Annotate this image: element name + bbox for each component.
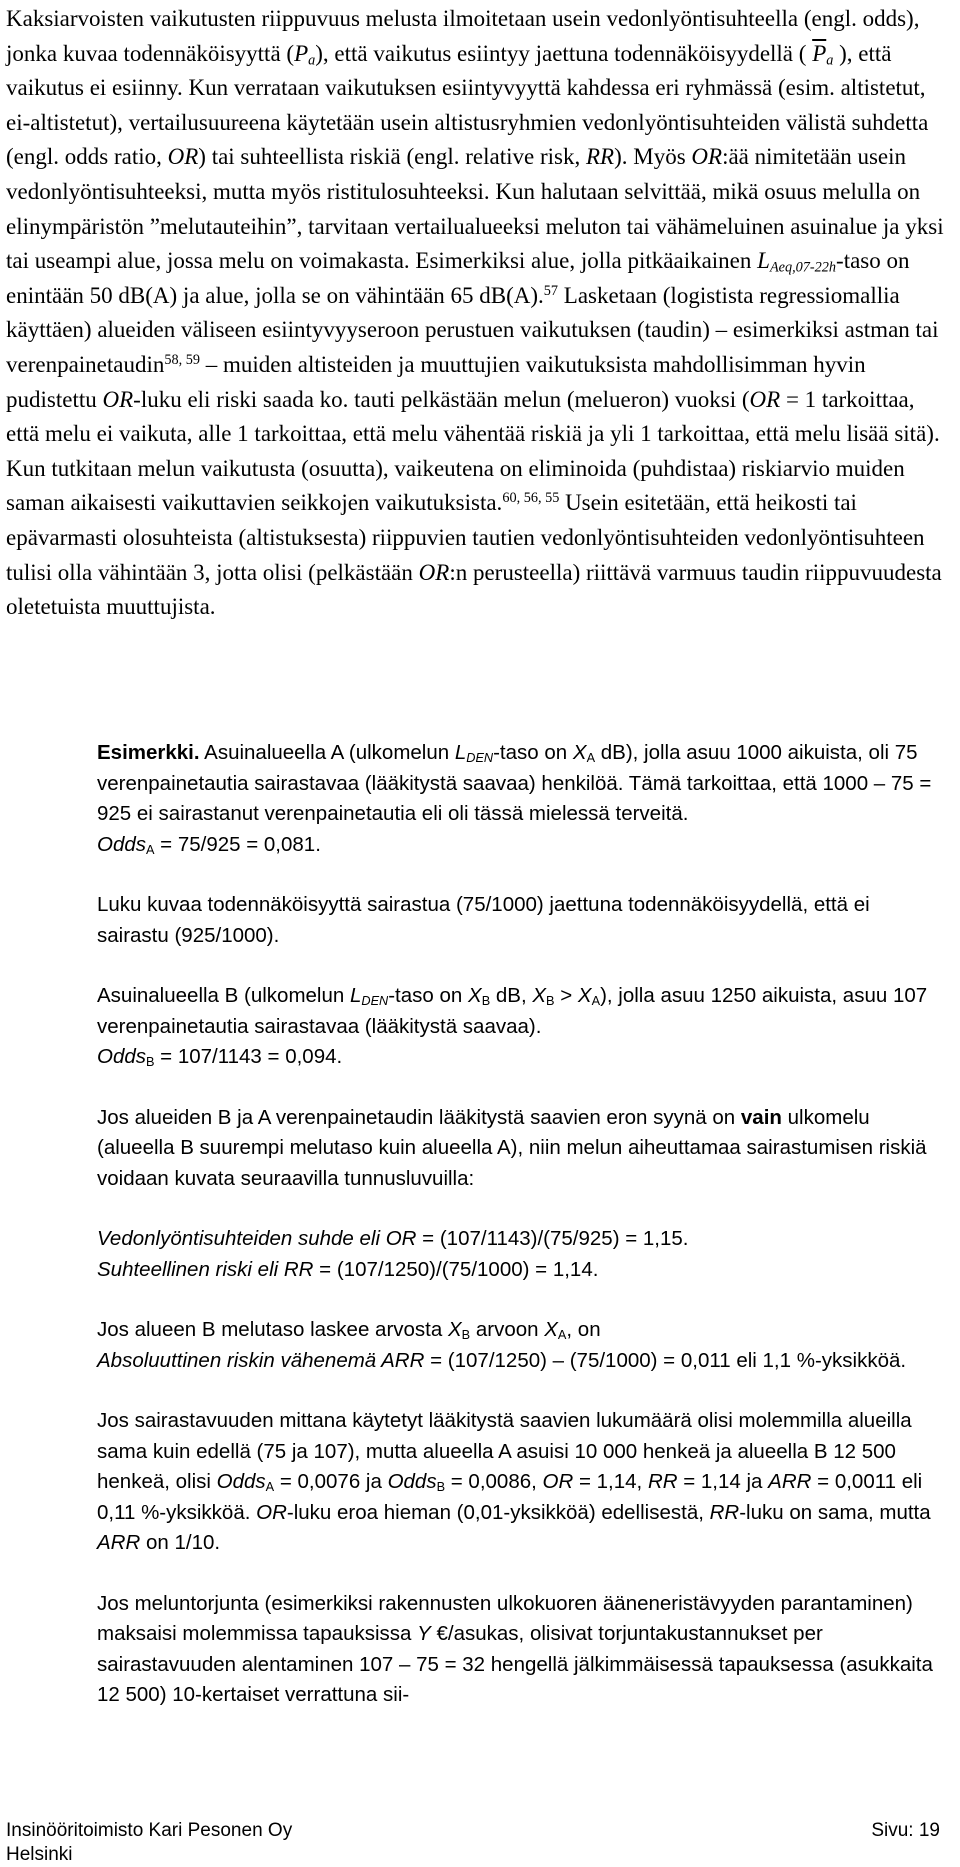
text-run: dB, <box>490 984 533 1007</box>
subscript: B <box>461 1327 471 1343</box>
subscript: A <box>557 1327 567 1343</box>
text-run: Jos sairastavuuden mittana käytetyt lääkitystä saavien lukumäärä olisi molemmilla alueilla sama kuin edellä (75 ja 107), mutta alueella A asuisi 10 000 henkeä ja alueella B 12 500 henkeä, olisi <box>97 1409 912 1493</box>
subscript: B <box>436 1479 446 1495</box>
text-run: on 1/10. <box>140 1531 221 1554</box>
text-run: = (107/1143)/(75/925) = 1,15. <box>416 1227 689 1250</box>
text-run: dB), jolla asuu 1000 aikuista, oli 75 verenpainetautia sairastavaa (lääkitystä saavaa) henkilöä. Tämä tarkoittaa, että 1000 – 75 = 925 ei sairastanut verenpainetautia eli oli tässä mielessä terveitä. <box>97 741 932 825</box>
text-run-italic: RR <box>585 144 615 170</box>
example-paragraph-6 <box>97 1315 937 1376</box>
text-run: ulkomelu (alueella B suurempi melutaso kuin alueella A), niin melun aiheuttamaa sairastumisen riskiä voidaan kuvata seuraavilla tunnusluvuilla: <box>97 1105 927 1190</box>
text-run: Kaksiarvoisten vaikutusten riippuvuus melusta ilmoitetaan usein vedonlyöntisuhteella (engl. odds), jonka kuvaa todennäköisyyttä ( <box>6 6 920 66</box>
reference-superscript: 60, 56, 55 <box>502 490 560 507</box>
text-run-italic: Absoluuttinen riskin vähenemä ARR <box>97 1348 425 1372</box>
text-run-italic: X <box>577 984 592 1007</box>
text-run: Asuinalueella B (ulkomelun <box>97 984 350 1007</box>
text-run: -luku eli riski saada ko. tauti pelkästään melun (melueron) vuoksi ( <box>133 386 750 412</box>
text-run: = 1,14, <box>573 1470 648 1493</box>
text-run: Lasketaan (logistista regressiomallia käyttäen) alueiden väliseen esiintyvyyseroon perustuen vaikutuksen (taudin) – esimerkiksi astman tai verenpainetaudin <box>6 282 939 377</box>
page-footer <box>6 1819 946 1867</box>
text-run: > <box>554 984 578 1007</box>
text-run-italic: RR <box>709 1500 740 1524</box>
example-paragraph-8 <box>97 1589 937 1711</box>
text-run-italic: Suhteellinen riski eli RR <box>97 1257 314 1281</box>
text-run-italic: ARR <box>97 1531 141 1554</box>
example-paragraph-1 <box>97 738 937 860</box>
text-run-italic: OR <box>256 1500 287 1524</box>
text-run: :ää nimitetään usein vedonlyöntisuhteeksi, mutta myös ristitulosuhteeksi. Kun halutaan selvittää, mikä osuus melulla on elinympäristön ”melutauteihin”, tarvitaan vertailualueeksi meluton tai vähämeluinen asuinalue ja yksi tai useampi alue, jossa melu on voimakasta. Esimerkiksi alue, jolla pitkäaikainen <box>6 144 944 274</box>
subscript: a <box>308 52 316 69</box>
text-run: ). Myös <box>614 144 692 170</box>
text-run-italic: OR <box>691 144 723 170</box>
text-run: -taso on enintään 50 dB(A) ja alue, jolla se on vähintään 65 dB(A). <box>6 248 910 308</box>
text-run-italic: OR <box>749 386 781 412</box>
text-run-italic: L <box>757 248 770 274</box>
text-run-italic: Odds <box>387 1470 437 1493</box>
text-run-bold: vain <box>740 1105 782 1129</box>
text-run: = (107/1250) – (75/1000) = 0,011 eli 1,1 %-yksikköä. <box>424 1348 907 1372</box>
text-run-italic: Vedonlyöntisuhteiden suhde eli OR <box>97 1227 417 1250</box>
text-run: €/asukas, olisivat torjuntakustannukset per sairastavuuden alentaminen 107 – 75 = 32 hengellä jälkimmäisessä tapauksessa (asukkaita 12 500) 10-kertaiset verrattuna sii- <box>97 1622 933 1706</box>
example-paragraph-4 <box>97 1103 937 1195</box>
text-run-italic: X <box>447 1318 462 1341</box>
text-run: – muiden altisteiden ja muuttujien vaikutuksista mahdollisimman hyvin pudistettu <box>6 351 866 412</box>
text-run: ), jolla asuu 1250 aikuista, asuu 107 verenpainetautia sairastavaa (lääkitystä saavaa). <box>97 984 928 1038</box>
text-run: -luku on sama, mutta <box>739 1500 931 1524</box>
text-run: Jos alueiden B ja A verenpainetaudin lääkitystä saavien eron syynä on <box>97 1105 741 1129</box>
text-run: = 107/1143 = 0,094. <box>154 1045 343 1068</box>
text-run: Jos meluntorjunta (esimerkiksi rakennusten ulkokuoren ääneneristävyyden parantaminen) maksaisi molemmissa tapauksissa <box>97 1591 913 1645</box>
text-run: Asuinalueella A (ulkomelun <box>199 741 455 764</box>
example-paragraph-2 <box>97 890 937 951</box>
text-run: ), että vaikutus ei esiinny. Kun verrataan vaikutuksen esiintyvyyttä kahdessa eri ryhmässä (esim. altistetut, ei-altistetut), vertailusuureena käytetään usein altistusryhmien vedonlyöntisuhteiden välistä suhdetta (engl. odds ratio, <box>6 40 929 170</box>
subscript: B <box>546 993 555 1009</box>
text-run: = 0,0011 eli 0,11 %-yksikköä. <box>97 1470 923 1524</box>
text-run: Jos alueen B melutaso laskee arvosta <box>97 1318 448 1341</box>
text-run-italic: OR <box>102 386 134 412</box>
text-run-italic: Odds <box>216 1470 266 1493</box>
text-run: -taso on <box>388 984 468 1007</box>
text-run-italic-overline: $\overline{P}$ <box>812 40 827 66</box>
reference-superscript: 57 <box>543 282 559 299</box>
subscript: A <box>265 1479 275 1495</box>
body-paragraph <box>6 2 952 625</box>
text-run-italic: ARR <box>768 1470 812 1493</box>
text-run-italic: X <box>544 1318 558 1341</box>
example-paragraph-3 <box>97 981 937 1073</box>
page-number: Sivu: 19 <box>871 1820 940 1841</box>
text-run-italic: L <box>349 984 362 1007</box>
text-run: Luku kuvaa todennäköisyyttä sairastua (75/1000) jaettuna todennäköisyydellä, että ei sairastu (925/1000). <box>97 893 870 947</box>
example-box <box>97 738 937 1711</box>
text-run-italic: Y <box>417 1622 431 1645</box>
text-run: -taso on <box>493 741 573 764</box>
text-run-italic: OR <box>418 559 450 585</box>
text-run-italic: X <box>572 741 587 764</box>
subscript: A <box>586 750 596 766</box>
text-run-italic: Odds <box>97 1045 146 1068</box>
subscript: B <box>481 993 491 1009</box>
subscript: A <box>146 841 155 857</box>
subscript: A <box>591 993 601 1009</box>
subscript: a <box>826 52 834 69</box>
reference-superscript: 58, 59 <box>164 352 200 369</box>
text-run-italic: P <box>294 40 309 66</box>
text-run-italic: RR <box>647 1470 678 1493</box>
text-run: = 0,0086, <box>445 1470 543 1493</box>
text-run: = 1 tarkoittaa, että melu ei vaikuta, alle 1 tarkoittaa, että melu vähentää riskiä ja yli 1 tarkoittaa, että melu lisää sitä). Kun tutkitaan melun vaikutusta (osuutta), vaikeutena on eliminoida (puhdistaa) riskiarvio muiden saman aikaisesti vaikuttavien seikkojen vaikutuksista. <box>6 386 940 516</box>
text-run: = 0,0076 ja <box>274 1470 388 1493</box>
example-paragraph-7 <box>97 1406 937 1559</box>
text-run-italic: OR <box>542 1470 574 1493</box>
footer-city: Helsinki <box>6 1844 73 1865</box>
subscript: DEN <box>466 750 494 766</box>
subscript: DEN <box>361 993 389 1009</box>
text-run: = 75/925 = 0,081. <box>154 832 321 856</box>
example-heading: Esimerkki. <box>97 741 200 764</box>
text-run: ), että vaikutus esiintyy jaettuna todennäköisyydellä ( <box>315 40 813 66</box>
text-run-italic: X <box>468 984 482 1007</box>
text-run: ) tai suhteellista riskiä (engl. relative risk, <box>198 144 586 170</box>
text-run: Usein esitetään, että heikosti tai epävarmasti olosuhteista (altistuksesta) riippuvien tautien vedonlyöntisuhteiden vedonlyöntisuhteen tulisi olla vähintään 3, jotta olisi (pelkästään <box>6 490 925 585</box>
example-paragraph-5 <box>97 1224 937 1285</box>
text-run-italic: OR <box>167 144 199 170</box>
footer-company: Insinööritoimisto Kari Pesonen Oy <box>6 1820 293 1841</box>
text-run: :n perusteella) riittävä varmuus taudin riippuvuudesta oletetuista muuttujista. <box>6 559 942 620</box>
text-run: = 1,14 ja <box>677 1470 769 1493</box>
text-run: = (107/1250)/(75/1000) = 1,14. <box>313 1257 599 1281</box>
text-run-italic: L <box>454 741 467 764</box>
subscript: B <box>146 1054 155 1070</box>
text-run-italic: Odds <box>97 832 146 856</box>
text-run: arvoon <box>470 1318 545 1341</box>
text-run-italic: X <box>532 984 547 1007</box>
text-run: , on <box>566 1318 601 1341</box>
subscript: Aeq,07-22h <box>769 259 837 276</box>
text-run: -luku eroa hieman (0,01-yksikköä) edellisestä, <box>286 1500 710 1524</box>
